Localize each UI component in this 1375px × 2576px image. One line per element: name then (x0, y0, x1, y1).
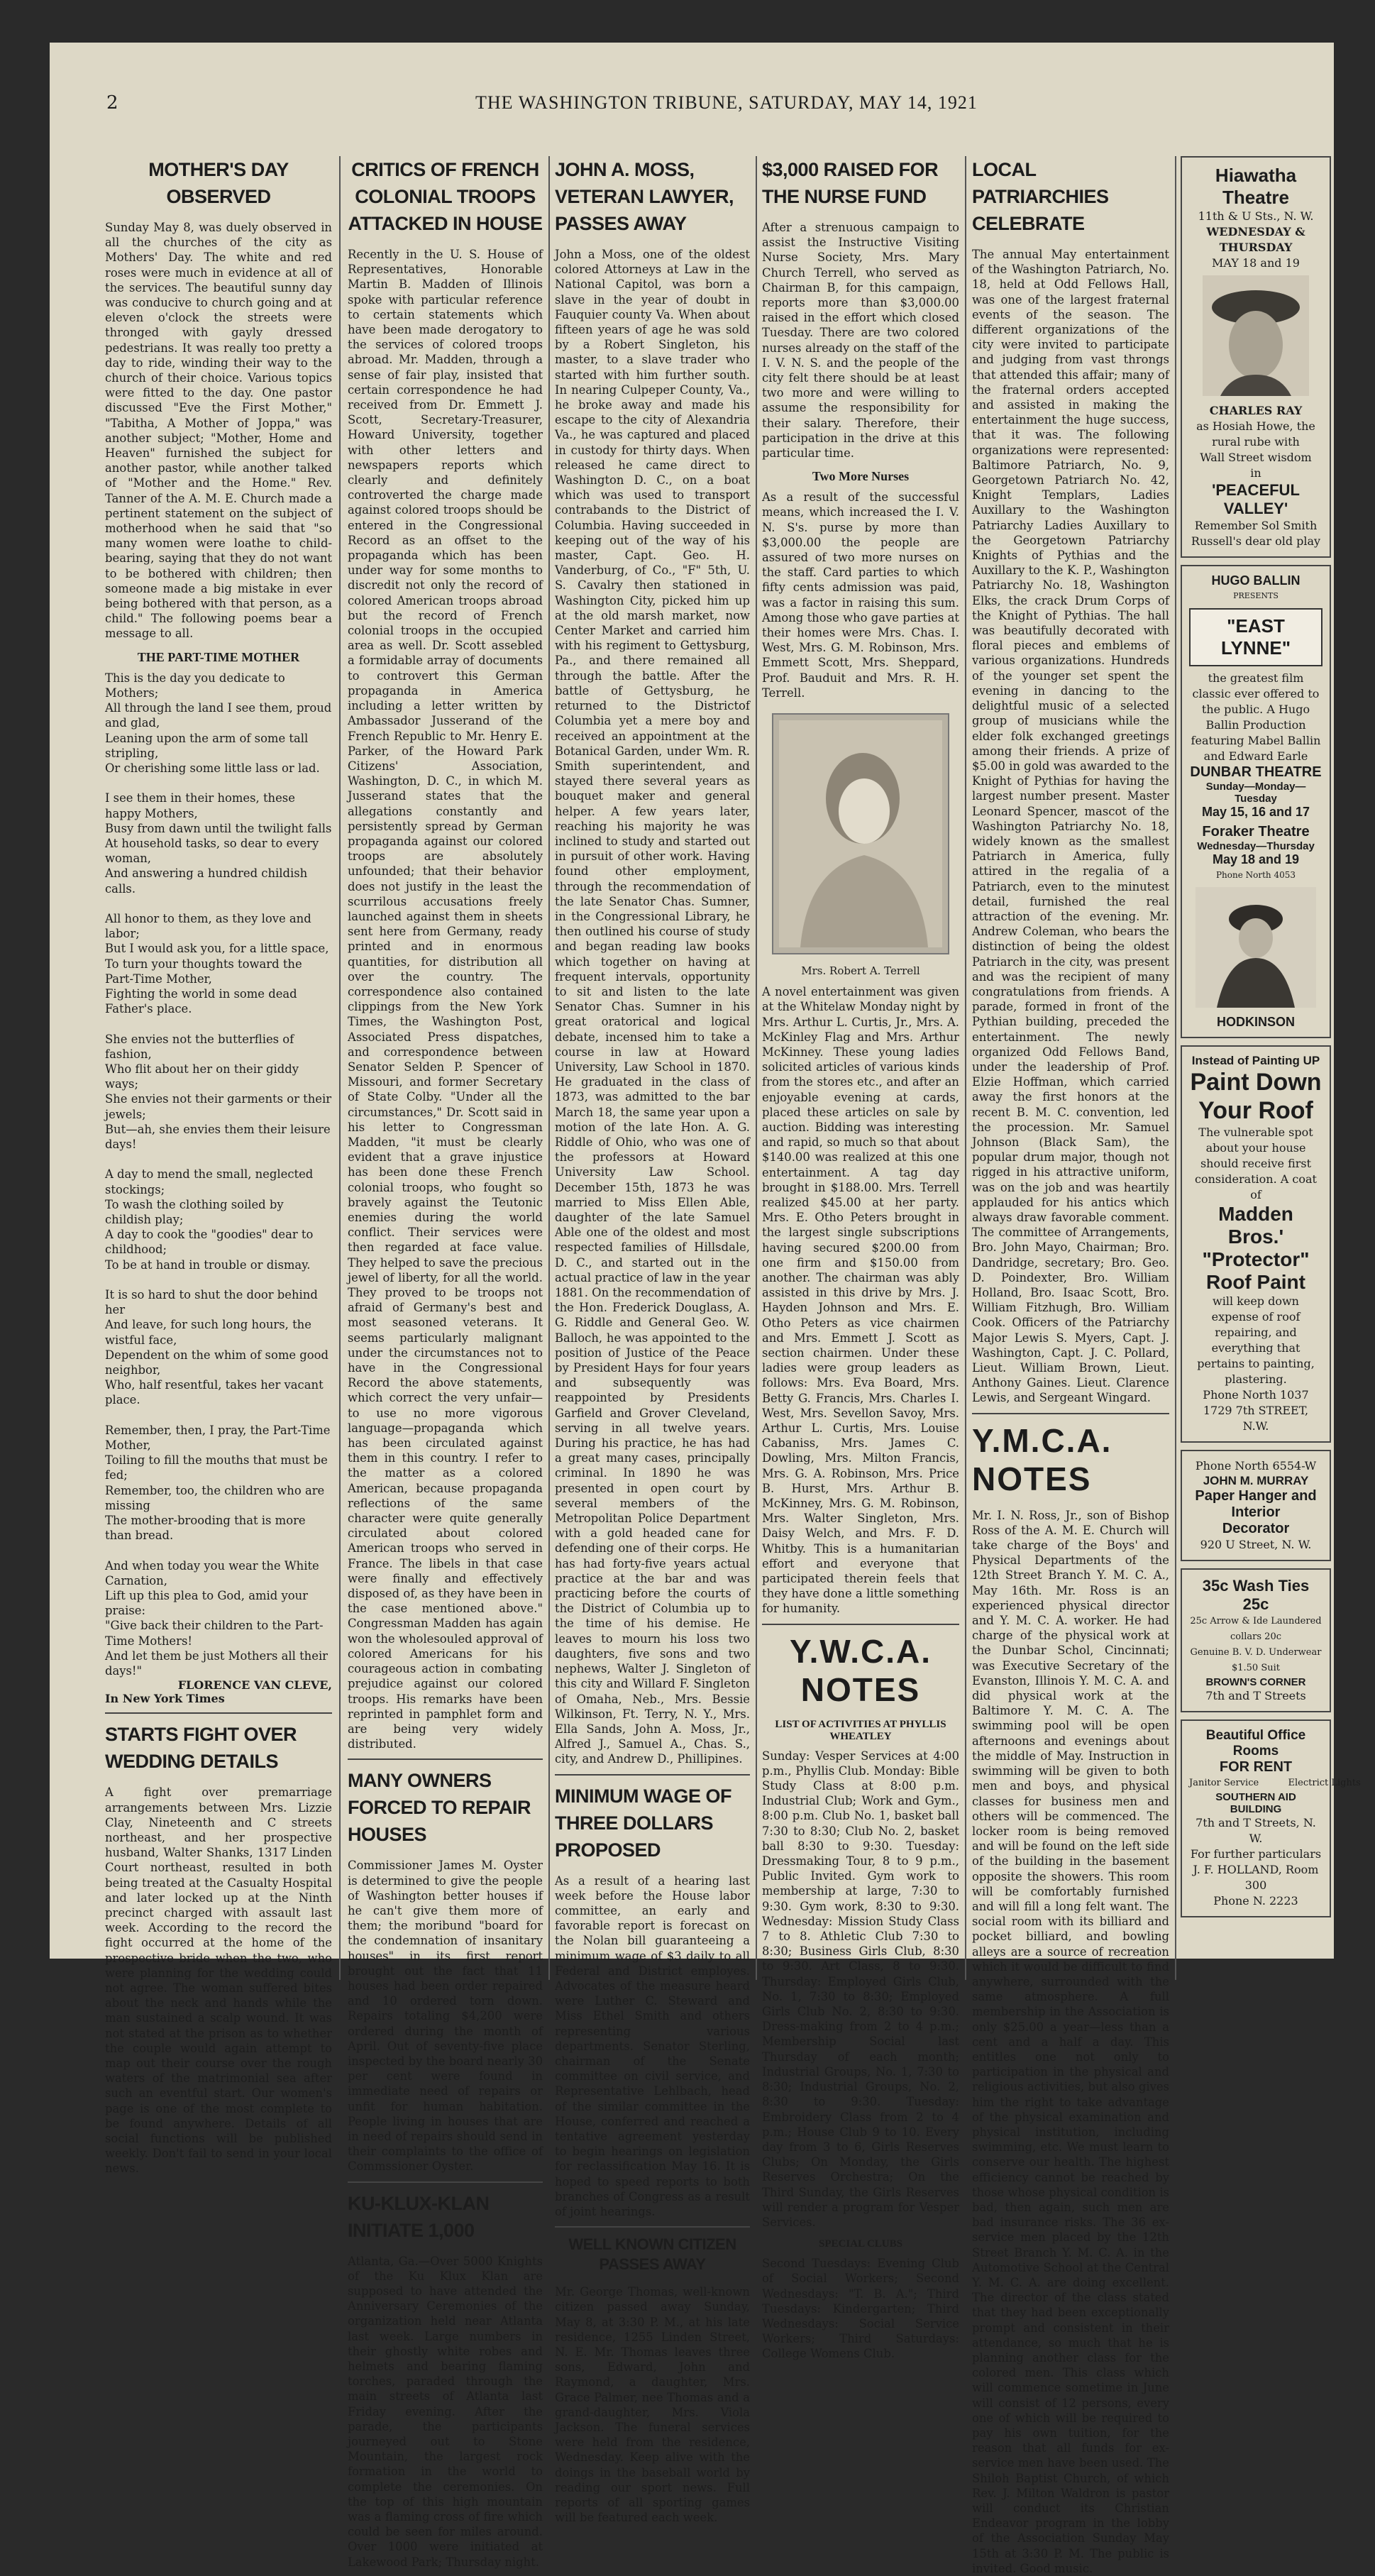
column-rule (756, 156, 757, 1980)
page-number: 2 (106, 92, 119, 114)
column-4 (762, 156, 959, 2361)
office-headline: Beautiful Office Rooms (1205, 1728, 1306, 1758)
poem-title: THE PART-TIME MOTHER (137, 649, 300, 664)
ywca-text: Sunday: Vesper Services at 4:00 p.m., Phyllis Club. Monday: Bible Study Class at 8:00 p.m. Industrial Club; Work and Gym., 8:00 p.m. Club No. 1, basket ball 7:30 to 8:30; Club No. 2, basket ball 8:30 to 9:30. Tuesday: Dressmaking Tour, 8 to 9 p.m., Public Invited. Gym work to membership at large, 7:30 to 9:30. Gym work, 8:30 to 9:30. Wednesday: Mission Study Class 7 to 8. Athletic Club 7:30 to 8:30; Business Girls Club, 8:30 to 9:30. Art Class, 8 to 9:30. Thursday: Employed Girls Club, No. 1, 7:30 to 8:30; Employed Girls Club No. 2, 8:30 to 9:30. Dress-making from 2 to 4 p.m.; Membership Social last Thursday of each month; Industrial Groups, No. 1, 7:30 to 8:30; Industrial Groups, No. 2, 8:30 to 9:30. Tuesday: Embroidery Class from 2 to 4 p.m.; House Club 9 to 10. Every day from 3 to 6, Girls Reserves Clubs; On Monday, the Girls Reserves Orchestra; On the Third Sunday, the Girls Reserves will render a program for Vesper Services. (762, 1749, 959, 2229)
roof-line3: Your Roof (1198, 1097, 1313, 1124)
roof-text2: will keep down expense of roof repairing, and everything that pertains to painting, plastering. (1197, 1294, 1315, 1386)
ymca-headline: Y.M.C.A. NOTES (972, 1421, 1112, 1497)
dunbar-dates: May 15, 16 and 17 (1201, 805, 1310, 819)
column-1 (105, 156, 332, 2176)
nurse-subhead: Two More Nurses (812, 469, 910, 484)
special-clubs-subhead: SPECIAL CLUBS (819, 2238, 902, 2250)
east-lynne-tagline: the greatest film classic ever offered to the public. A Hugo Ballin Production featuring Mabel Ballin and Edward Earle (1191, 671, 1321, 763)
east-lynne-studio: HUGO BALLIN (1211, 573, 1301, 588)
roof-line2: Paint Down (1190, 1069, 1322, 1096)
murray-trade1: Paper Hanger and Interior (1195, 1488, 1317, 1520)
moss-headline: JOHN A. MOSS, VETERAN LAWYER, PASSES AWAY (555, 159, 734, 234)
newspaper-page (50, 43, 1361, 2575)
column-3 (555, 156, 750, 2525)
office-phone: Phone N. 2223 (1213, 1894, 1298, 1908)
roof-paint-ad (1181, 1045, 1331, 1443)
wedding-text: A fight over premarriage arrangements between Mrs. Lizzie Clay, Nineteenth and C streets northeast, and her prospective husband, Walter Shanks, 1317 Linden Court northeast, resulted in both being treated at the Casualty Hospital and later locked up at the Ninth precinct charged with assault last week. According to the record the fight occurred at the home of the prospective bride when the two, who were planning for the wedding could not agree. The woman suffered bites about the neck and hands while the man sustained a scalp wound. It was not stated at the prison as to whether the couple would again attempt to map out their course over the rough waters of the matrimonial sea after such an eventful start. Our women's page is one of the most complete to be found anywhere. Details of all social functions will be published weekly. Don't fail to send in your local news. (105, 1785, 332, 2176)
citizen-headline: WELL KNOWN CITIZEN PASSES AWAY (568, 2235, 736, 2274)
owners-text: Commissioner James M. Oyster is determined to give the people of Washington better houses if he can't give them more of them; the moribund "board for the condemnation of insanitary houses" in its first report brought out the fact that 11 houses had been order repaired and 10 ordered torn down. Repairs totaling $4,200 were ordered during the month of April. Out of seventy-five place inspected by the board nearly 30 per cent were found in immediate need of repairs or unfit for human habitation. People living in houses that are in need of repairs should send in their complaints to the office of Commssioner Oyster. (348, 1859, 543, 2174)
east-lynne-presents: PRESENTS (1233, 591, 1279, 600)
foraker-dates: May 18 and 19 (1212, 852, 1300, 866)
office-rooms-ad (1181, 1719, 1361, 1917)
hiawatha-line1: as Hosiah Howe, the rural rube with (1196, 419, 1315, 448)
masthead-title: THE WASHINGTON TRIBUNE, SATURDAY, MAY 14, 1921 (475, 92, 978, 113)
murray-phone: Phone North 6554-W (1195, 1459, 1317, 1473)
poet-name: FLORENCE VAN CLEVE, (177, 1678, 332, 1692)
wage-text: As a result of a hearing last week before the House labor committee, an early and favorable report is forecast on the Nolan bill guaranteeing a minimum wage of $3 daily to all Federal and District employes. Advocates of the measure heard were Luther C. Steward and Miss Ethel Smith and others representing various departments. Senator Sterling, chairman of the Senate committee on civil service, and Representative Lehlbach, head of the similar committee in the House, conferred and reached a tentative agreement yesterday to begin hearings on legislation for reclassification May 16. It is hoped to speed reports to both branches of Congress as a result of joint hearings. (555, 1873, 750, 2218)
column-rule (548, 156, 550, 1980)
patriarchies-headline: LOCAL PATRIARCHIES CELEBRATE (972, 159, 1109, 234)
hiawatha-line3: in (1250, 466, 1261, 480)
portrait-image (779, 720, 942, 947)
ymca-text: Mr. I. N. Ross, Jr., son of Bishop Ross of the A. M. E. Church will take charge of the Boys' and Physical Departments of the 12th Street Branch Y. M. C. A., May 16th. Mr. Ross is an experienced physical director and Y. M. C. A. worker. He had charge of the physical work at the Dunbar Schol, Cincinnati; was Executive Secretary of the Evanston, Illinois Y. M. C. A. and did physical work at the Baltimore Y. M. C. A. The swimming pool will be open afternoons and evenings about the middle of May. Instruction in swimming will be given to both men and boys, and physical classes for business men and others will be commenced. The locker room is being removed and will be found on the left side of the building in the basement opposite the showers. This room will be comfortably furnished and will fill a long felt want. The social room with its billiard and pocket billiard, and bowling alleys are a source of recreation which it would be difficult to find anywhere, surrounded with the same atmosphere. A full membership in the Association is only $25.00 a year—less than a cent and a half a day. This entitles one not only to participation in the physical and religious activities, but also gives him the right to take advantage of the physical examination and physical institution, including swimming, etc. We must learn to conserve our health. The highest efficiency cannot be reached by those whose physical condition is bad, then again, such men are bad insurance risks. The 36 ex-service men placed by the 12th Street Branch Y. M. C. A. in the Automotive School at the Central Y. M. C. A. are doing excellent. The director of the class stated that they had been exceptionally prompt and consistent in their attendance, so much that he is planning another class for the colored men. This class which will commence sometime in June will consist of 12 persons, every one of which will be required to pay his own tuition, for the reason that all funds for ex-service men have been used. The Shiloh Baptist Church, of which Rev. J. Milton Waldron is pastor will conduct its Christian Endeavor program in the lobby of the Association Sunday May 15th at 3:30 P. M. The public is invited. Good music. (972, 1508, 1169, 2575)
office-contact: J. F. HOLLAND, Room 300 (1193, 1863, 1319, 1892)
dunbar-theatre-name: DUNBAR THEATRE (1190, 764, 1322, 780)
hiawatha-star: CHARLES RAY (1209, 404, 1303, 417)
wedding-headline: STARTS FIGHT OVER WEDDING DETAILS (105, 1724, 297, 1773)
hiawatha-ad (1181, 156, 1331, 558)
office-sub: FOR RENT (1219, 1759, 1293, 1775)
mothers-day-text: Sunday May 8, was duely observed in all the churches of the city as Mothers' Day. The white and red roses were much in evidence at all of the services. The beautiful sunny day was conducive to church going and at eleven o'clock the streets were thronged with gayly dressed pedestrians. It was really too pretty a day to ride, winding their way to the church of their choice. Various topics were fitted to the day. One pastor discussed "Eve the First Mother," "Tabitha, A Mother of Joppa," was another subject; "Mother, Home and Heaven" furnished the subject for another pastor, while another talked of "Mother and the Home." Rev. Tanner of the A. M. E. Church made a pertinent statement on the subject of motherhood when he said that "so many women were loathe to child-bearing, saying that they do not want to be bothered with children; then someone made a big mistake in ever being bothered with that person, as a child." The following poems bear a message to all. (105, 221, 332, 641)
roof-brand1: Madden Bros.' (1218, 1203, 1293, 1248)
east-lynne-ad (1181, 565, 1331, 1038)
column-rule (339, 156, 341, 1980)
hiawatha-dates: MAY 18 and 19 (1212, 256, 1300, 270)
critics-text: Recently in the U. S. House of Representatives, Honorable Martin B. Madden of Illinois spoke with particular reference to certain statements which have been made derogatory to the services of colored troops abroad. Mr. Madden, through a sense of fair play, insisted that certain correspondence he had received from Dr. Emmett J. Scott, Secretary-Treasurer, Howard University, together with other letters and newspapers reports which clearly and definitely controverted the charge made against colored troops should be entered in the Congressional Record as an offset to the propaganda which has been under way for some months to discredit not only the record of colored American troops abroad but the record of French colonial troops in the occupied area as well. Dr. Scott assebled a formidable array of documents to controvert this German propaganda in America including a letter written by Ambassador Jusserand of the French Republic to Mr. Henry E. Parker, of the Howard Park Citizens' Association, Washington, D. C., in which M. Jusserand states that the allegations constantly and persistently spread by German propaganda against our colored troops are absolutely unfounded; that their behavior does not justify in the least the scurrilous accusations freely launched against them in sheets sent here from Germany, ready printed and in enormous quantities, for distribution all over the country. The correspondence also contained clippings from the New York Times, the Washington Post, Associated Press dispatches, and correspondence between Senator Selden P. Spencer of Missouri, and former Secretary of State Colby. "Under all the circumstances," Dr. Scott said in his letter to Congressman Madden, "it must be clearly evident that a grave injustice has been done these French colonial troops, who fought so bravely against the Teutonic enemies during the world conflict. Their services were then regarded at face value. They helped to save the precious jewel of liberty, for all the world. They proved to be troops not afraid of Germany's best and most seasoned veterans. It seems particularly malignant under the circumstances not to have in the Congressional Record the above statements, which correct the very unfair—to use no more vigorous language—propaganda which has been circulated against them in this country. I refer to the matter as a colored American, because propaganda reflections of the same character were quite generally circulated about colored American troops who served in France. The libels in that case were finally and effectively disposed of, as they have been in the case mentioned above." Congressman Madden has again won the wholesouled approval of colored Americans for his courageous action in combating prejudice against our colored troops. His remarks have been reprinted in pamphlet form and are being very widely distributed. (348, 248, 543, 1751)
dunbar-days: Sunday—Monday—Tuesday (1205, 781, 1306, 805)
nurse-text-2: As a result of the successful means, which increased the I. V. N. S's. purse by more than $3,000.00 the people are assured of two more nurses on the staff. Card parties to which fifty cents admission was paid, was a factor in raising this sum. Among those who gave parties at their homes were Mrs. Chas. I. West, Mrs. G. M. Robinson, Mrs. Emmett Scott, Mrs. Sheppard, Prof. Bauduit and Mrs. R. H. Terrell. (762, 490, 959, 700)
east-lynne-illustration (1195, 887, 1316, 1008)
klan-text: Atlanta, Ga.—Over 5000 Knights of the Ku Klux Klan are supposed to have attended the Anniversary Ceremonies of the organization held near Atlanta last week. Large numbers in their ghostly white robes and helmets and bearing flaming torches, paraded through the main streets of Atlanta last Friday evening. After the parade, the participants journeyed out to Stone Mountain, the largest rock formation in the world to complete the ceremonies. On the top of this high mountain was a flaming cross of fire which could be seen for miles around. Over 1000 were initiated at Lakewood Park; Thursday night. (348, 2254, 543, 2569)
murray-address: 920 U Street, N. W. (1200, 1538, 1312, 1551)
east-lynne-title: "EAST LYNNE" (1189, 608, 1322, 666)
citizen-text: Mr. George Thomas, well-known citizen passed away Sunday, May 8, at 3:30 P. M., at his late residence, 1255 Linden Street, N. E. Mr. Thomas leaves three sons, Edward, John and Raymond, a daughter, Mrs. Grace Palmer, nee Thomas and a grand-daughter, Mrs. Viola Jackson. The funeral services were held from the residence, Wednesday. Keep alive with the doings in the baseball world by reading our sport news. Full reports of all sporting games will be featured each week. (555, 2285, 750, 2525)
column-5 (972, 156, 1169, 2575)
nurse-text-3: A novel entertainment was given at the Whitelaw Monday night by Mrs. Arthur L. Curtis, Jr., Mrs. A. McKinley Flag and Mrs. Arthur McKinney. These young ladies solicited articles of various kinds from the stores etc., and after an enjoyable evening at cards, placed these articles on sale by auction. Bidding was interesting and rapid, so much so that about $140.00 was realized at this one entertainment. A tag day brought in $188.00. Mrs. Terrell realized $45.00 at her party. Mrs. E. Otho Peters brought in the largest single subscriptions having secured $200.00 from one firm and $150.00 from another. The chairman was ably assisted in this drive by Mrs. J. Hayden Johnson and Mrs. E. Otho Peters as vice chairmen and Mrs. Emmett J. Scott as section chairmen. Under these ladies were group leaders as follows: Mrs. Eva Board, Mrs. Betty G. Francis, Mrs. Charles I. West, Mrs. Sevellon Savoy, Mrs. Arthur L. Curtis, Mrs. Louise Cabaniss, Mrs. James C. Dowling, Mrs. Milton Francis, Mrs. G. A. Robinson, Mrs. Price B. Hurst, Mrs. Arthur B. McKinney, Mrs. G. M. Robinson, Mrs. Walter Singleton, Mrs. Daisy Welch, and Mrs. F. D. Whitby. This is a humanitarian effort and everyone that participated therein feels that they have done a little something for humanity. (762, 985, 959, 1616)
column-2 (348, 156, 543, 2569)
hiawatha-film: 'PEACEFUL VALLEY' (1212, 481, 1300, 517)
owners-headline: MANY OWNERS FORCED TO REPAIR HOUSES (348, 1770, 531, 1846)
klan-headline: KU-KLUX-KLAN INITIATE 1,000 (348, 2192, 490, 2241)
terrell-portrait (772, 713, 949, 954)
hiawatha-days: WEDNESDAY & THURSDAY (1206, 225, 1305, 254)
patriarchies-text: The annual May entertainment of the Washington Patriarch, No. 18, held at Odd Fellows Hall, was one of the largest fraternal events of the season. The different organizations of the city were invited to participate and judging from vast throngs that attended this affair; many of the fraternal orders accepted and assisted in making the entertainment the huge success, that it was. The following organizations were represented: Baltimore Patriarch, No. 9, Georgetown Patriarch No. 42, Knight Templars, Ladies Auxillary to the Washington Patriarchy Ladies Auxillary to the Georgetown Patriarchy Knights of Pythias and the Auxillary to the K. P., Washington Patriarchy No. 18, Washington Elks, the crack Drum Corps of the Knight of Pythias. The hall was beautifully decorated with floral pieces and emblems of various organizations. Hundreds of the younger set spent the evening in dancing to the delightful music of a selected group of musicians while the elder folk exchanged greetings among their friends. A prize of $5.00 in gold was awarded to the Knight of Pythias for having the largest number present. Master Leonard Spencer, mascot of the Washington Patriarchy No. 18, widely known as the smallest Patriarch in America, fully attired in the regalia of a Patriarch, even to the minutest detail, furnished the real attraction of the evening. Mr. Andrew Coleman, who bears the distinction of being the oldest Patriarch in the city, was present and was the recipient of many congratulations from friends. A parade, formed in front of the Pythian building, preceded the entertainment. The newly organized Odd Fellows Band, under the leadership of Prof. Elzie Hoffman, which carried away the first honors at the recent B. M. C. convention, led the procession. Mr. Samuel Johnson (Black Sam), the popular drum major, though not rigged in his attractive uniform, was on the job and was heartily applauded for his antics which always draw favorable comment. The committee of Arrangements, Bro. John Mayo, Chairman; Bro. Dandridge, secretary; Bro. Geo. D. Poindexter, Bro. William Holland, Bro. Isaac Scott, Bro. William Fitzhugh, Bro. William Cook. Officers of the Patriarchy Major Lewis S. Myers, Capt. J. Washington, Capt. J. C. Pollard, Lieut. William Brown, Lieut. Anthony Gaines. Lieut. Clarence Lewis, and Sergeant Wingard. (972, 248, 1169, 1405)
murray-name: JOHN M. MURRAY (1203, 1474, 1309, 1487)
roof-text: The vulnerable spot about your house should receive first consideration. A coat of (1195, 1125, 1317, 1201)
roof-address: 1729 7th STREET, N.W. (1203, 1404, 1309, 1433)
roof-brand2: "Protector" (1202, 1248, 1310, 1270)
nurse-text: After a strenuous campaign to assist the Instructive Visiting Nurse Society, Mrs. Mary Church Terrell, who served as Chairman B, for this campaign, reports more than $3,000.00 raised in the effort which closed Tuesday. There are two colored nurses already on the staff of the I. V. N. S. and the people of the city felt there should be at least two more and were willing to assume the responsibility for their salary. Therefore, their participation in the drive at this particular time. (762, 221, 959, 461)
wage-headline: MINIMUM WAGE OF THREE DOLLARS PROPOSED (555, 1785, 731, 1861)
ads-column (1181, 156, 1361, 1973)
mothers-day-headline: MOTHER'S DAY OBSERVED (148, 159, 289, 207)
hiawatha-line2: Wall Street wisdom (1200, 451, 1312, 464)
page-header (106, 92, 1171, 121)
poem-text: This is the day you dedicate to Mothers; All through the land I see them, proud and glad, Leaning upon the arm of some tall stripling, Or cherishing some little lass or lad. I see them in their homes, these happy Mothers, Busy from dawn until the twilight falls At household tasks, so dear to every woman, And answering a hundred childish calls. All honor to them, as they love and labor; But I would ask you, for a little space, To turn your thoughts toward the Part-Time Mother, Fighting the world in some dead Father's place. She envies not the butterflies of fashion, Who flit about her on their giddy ways; She envies not their garments or their jewels; But—ah, she envies them their leisure days! A day to mend the small, neglected stockings; To wash the clothing soiled by childish play; A day to cook the "goodies" dear to childhood; To be at hand in trouble or dismay. It is so hard to shut the door behind her And leave, for such long hours, the wistful face, Dependent on the whim of some good neighbor, Who, half resentful, takes her vacant place. Remember, then, I pray, the Part-Time Mother, Toiling to fill the mouths that must be fed; Remember, too, the children who are missing The mother-brooding that is more than bread. And when today you wear the White Carnation, Lift up this plea to God, amid your praise: "Give back their children to the Part-Time Mothers! And let them be just Mothers all their days!" (105, 671, 332, 1678)
critics-headline: CRITICS OF FRENCH COLONIAL TROOPS ATTACKED IN HOUSE (348, 159, 543, 234)
office-line1: Janitor Service Electrict Lights (1189, 1778, 1361, 1788)
ties-address: 7th and T Streets (1205, 1689, 1306, 1702)
ywca-headline: Y.W.C.A. NOTES (789, 1632, 932, 1708)
charles-ray-photo (1203, 275, 1309, 396)
portrait-caption: Mrs. Robert A. Terrell (801, 964, 920, 978)
ywca-text-2: Second Tuesdays: Evening Club of Social Workers; Second Wednesdays: "T. B. A."; Third Tuesdays: Kindergarten; Third Wednesdays: Social Service Workers; Third Saturdays: College Womens Club. (762, 2257, 959, 2361)
hiawatha-line4: Remember Sol Smith (1194, 519, 1318, 532)
office-address: 7th and T Streets, N. W. (1195, 1816, 1316, 1845)
foraker-days: Wednesday—Thursday (1197, 840, 1315, 852)
nurse-headline: $3,000 RAISED FOR THE NURSE FUND (762, 159, 939, 207)
hiawatha-name: Hiawatha Theatre (1215, 165, 1297, 208)
office-line2: For further particulars (1190, 1847, 1322, 1861)
roof-phone: Phone North 1037 (1203, 1388, 1309, 1402)
poet-source: In New York Times (105, 1692, 225, 1706)
roof-line1: Instead of Painting UP (1191, 1054, 1320, 1067)
hiawatha-address: 11th & U Sts., N. W. (1198, 209, 1314, 223)
foraker-theatre-name: Foraker Theatre (1202, 824, 1310, 840)
ties-ad (1181, 1568, 1331, 1712)
moss-text: John a Moss, one of the oldest colored Attorneys at Law in the National Capitol, was born a slave in the year of doubt in Fauquier county Va. When about fifteen years of age he was sold by a Robert Singleton, his master, to a slave trader who started with him further south. In nearing Culpeper County, Va., he broke away and made his escape to the city of Alexandria Va., he was captured and placed in custody for thirty days. When released he came direct to Washington D. C., on a boat which was used to transport contrabands to the District of Columbia. Having succeeded in keeping out of the way of his master, Capt. Geo. H. Vanderburg, of Co., "F" 5th, U. S. Cavalry then stationed in Washington City, picked him up at the old marsh market, now Center Market and carried him with his regiment to Gettysburg, Pa., and there remained all through the battle. After the battle of Gettysburg, he returned to the Districtof Columbia yet a mere boy and received an appointment at the Botanical Garden, under Wm. R. Smith superintendent, and stayed there several years as bouquet maker and general helper. A few years later, reaching his majority he was inclined to study and started out in pursuit of other work. Having found other employment, through the recommendation of the late Senator Chas. Sumner, in the Congressional Library, he then outlined his course of study and began reading law books which together on having at frequent intervals, opportunity to sit and listen to the late Senator Chas. Sumner in his great oratorical and logical debate, incensed him to take a course in law at Howard University, Law School in 1870. He graduated in the class of 1873, was admitted to the bar March 18, the same year upon a motion of the late Hon. A. G. Riddle of Ohio, who was one of the professors at Howard University Law School. December 15th, 1873 he was married to Miss Ellen Able, daughter of the late Samuel Able one of the oldest and most respected families of Hillsdale, D. C., and started out in the actual practice of law in the year 1881. On the recommendation of the Hon. Frederick Douglass, A. G. Riddle and General Geo. W. Balloch, he was appointed to the position of Justice of the Peace by President Hays for four years and subsequently was reappointed by Presidents Garfield and Grover Cleveland, serving in all twelve years. During his practice, he has had a great many cases, principally criminal. In 1890 he was presented in open court by several members of the Metropolitan Police Department with a gold headed cane for defending one of their corps. He has had forty-five years actual practice at the bar and was practicing before the courts of the District of Columbia up to the time of his demise. He leaves to mourn his loss two daughters, five sons and two nephews, Walter J. Singleton of this city and Willard F. Singleton of Omaha, Neb., Mrs. Bessie Wilkinson, Ft. Terry, N. Y., Mrs. Ella Sands, John A. Moss, Jr., Alfred J., Samuel A., Chas. S., city, and Andrew D., Phillipines. (555, 248, 750, 1766)
office-building: SOUTHERN AID BUILDING (1215, 1791, 1296, 1815)
ties-line2: Genuine B. V. D. Underwear $1.50 Suit (1190, 1647, 1322, 1673)
roof-brand3: Roof Paint (1206, 1271, 1305, 1293)
ties-headline: 35c Wash Ties 25c (1202, 1577, 1310, 1613)
column-rule (1175, 156, 1176, 1980)
east-lynne-phone: Phone North 4053 (1215, 870, 1296, 880)
ties-line1: 25c Arrow & Ide Laundered collars 20c (1190, 1616, 1322, 1642)
murray-ad (1181, 1450, 1331, 1561)
column-rule (965, 156, 966, 1980)
ywca-subhead: LIST OF ACTIVITIES AT PHYLLIS WHEATLEY (775, 1718, 946, 1742)
ties-store: BROWN'S CORNER (1205, 1676, 1306, 1688)
hiawatha-line5: Russell's dear old play (1191, 534, 1321, 548)
murray-trade2: Decorator (1222, 1521, 1290, 1536)
hodkinson-logo: HODKINSON (1216, 1015, 1295, 1029)
